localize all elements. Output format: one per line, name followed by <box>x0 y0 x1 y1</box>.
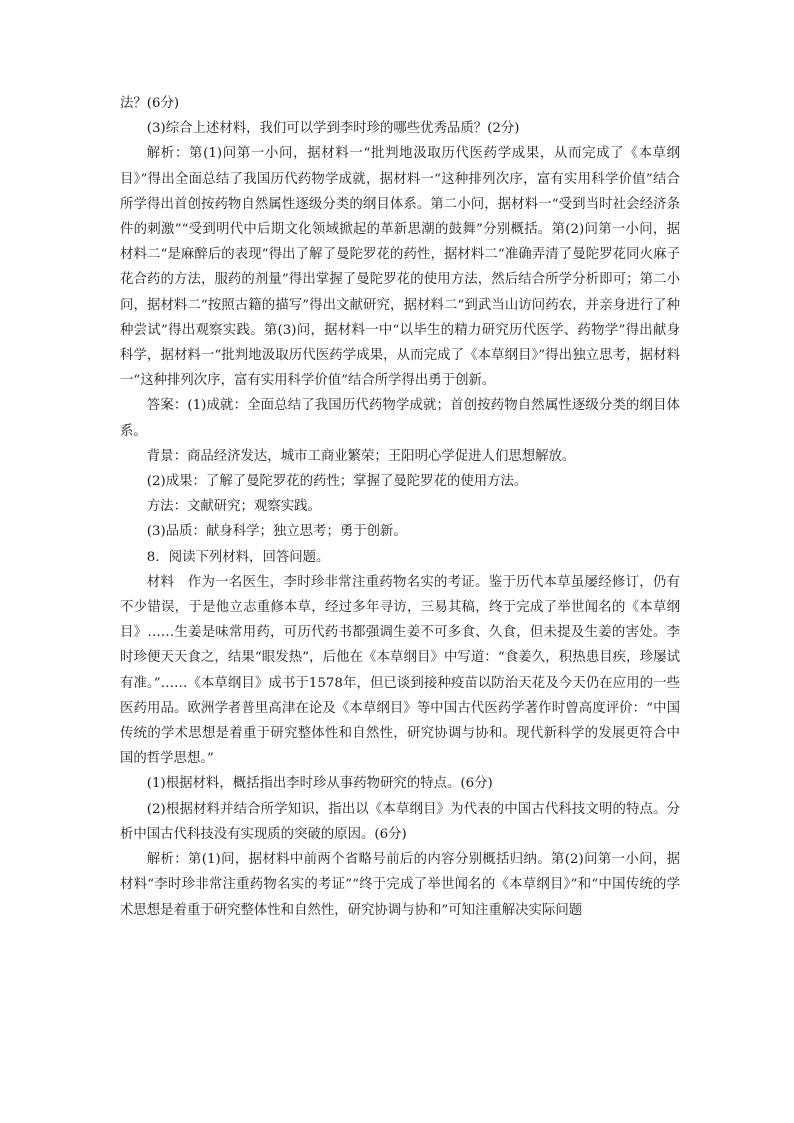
analysis-paragraph: 解析：第(1)问第一小问，据材料一“批判地汲取历代医药学成果，从而完成了《本草纲目》”得出全面总结了我国历代药物学成就，据材料一“这种排列次序，富有实用科学价值”结合所学得出首创按药物自然属性逐级分类的纲目体系。第二小问，据材料一“受到当时社会经济条件的刺激”“受到明代中后期文化领域掀起的革新思潮的鼓舞”分别概括。第(2)问第一小问，据材料二“是麻醉后的表现”得出了解了曼陀罗花的药性，据材料二“准确弄清了曼陀罗花同火麻子花合药的方法，服药的剂量”得出掌握了曼陀罗花的使用方法，然后结合所学分析即可；第二小问，据材料二“按照古籍的描写”得出文献研究，据材料二“到武当山访问药农，并亲身进行了种种尝试”得出观察实践。第(3)问，据材料一中“以毕生的精力研究历代医学、药物学”得出献身科学，据材料一“批判地汲取历代医药学成果，从而完成了《本草纲目》”得出独立思考，据材料一“这种排列次序，富有实用科学价值”结合所学得出勇于创新。 <box>120 146 680 389</box>
question-8-1: (1)根据材料，概括指出李时珍从事药物研究的特点。(6分) <box>146 776 493 792</box>
answer-qualities: (3)品质：献身科学；独立思考；勇于创新。 <box>146 524 407 540</box>
paragraph: 法？(6分) <box>120 96 180 111</box>
question-3: (3)综合上述材料，我们可以学到李时珍的哪些优秀品质？(2分) <box>146 121 520 137</box>
question-8-heading: 8．阅读下列材料，回答问题。 <box>146 549 330 565</box>
answer-methods: 方法：文献研究；观察实践。 <box>146 499 321 515</box>
answer-background: 背景：商品经济发达，城市工商业繁荣；王阳明心学促进人们思想解放。 <box>146 448 576 464</box>
answer-paragraph: 答案：(1)成就：全面总结了我国历代药物学成就；首创按药物自然属性逐级分类的纲目体系。 <box>120 398 680 439</box>
material-paragraph: 材料 作为一名医生，李时珍非常注重药物名实的考证。鉴于历代本草虽屡经修订，仍有不少错误，于是他立志重修本草，经过多年寻访，三易其稿，终于完成了举世闻名的《本草纲目》……生姜是味常用药，可历代药书都强调生姜不可多食、久食，但未提及生姜的害处。李时珍便天天食之，结果“眼发热”，后他在《本草纲目》中写道：“食姜久，积热患目疾，珍屡试有准。”……《本草纲目》成书于1578年，但已谈到接种疫苗以防治天花及今天仍在应用的一些医药用品。欧洲学者普里高津在论及《本草纲目》等中国古代医药学著作时曾高度评价：“中国传统的学术思想是着重于研究整体性和自然性，研究协调与协和。现代新科学的发展更符合中国的哲学思想。” <box>120 574 680 767</box>
question-8-2: (2)根据材料并结合所学知识，指出以《本草纲目》为代表的中国古代科技文明的特点。分析中国古代科技没有实现质的突破的原因。(6分) <box>120 801 680 842</box>
document-page <box>120 91 680 923</box>
analysis-paragraph-2: 解析：第(1)问，据材料中前两个省略号前后的内容分别概括归纳。第(2)问第一小问，据材料“李时珍非常注重药物名实的考证”“终于完成了举世闻名的《本草纲目》”和“中国传统的学术思想是着重于研究整体性和自然性，研究协调与协和”可知注重解决实际问题 <box>120 852 680 918</box>
answer-results: (2)成果：了解了曼陀罗花的药性；掌握了曼陀罗花的使用方法。 <box>146 474 528 490</box>
